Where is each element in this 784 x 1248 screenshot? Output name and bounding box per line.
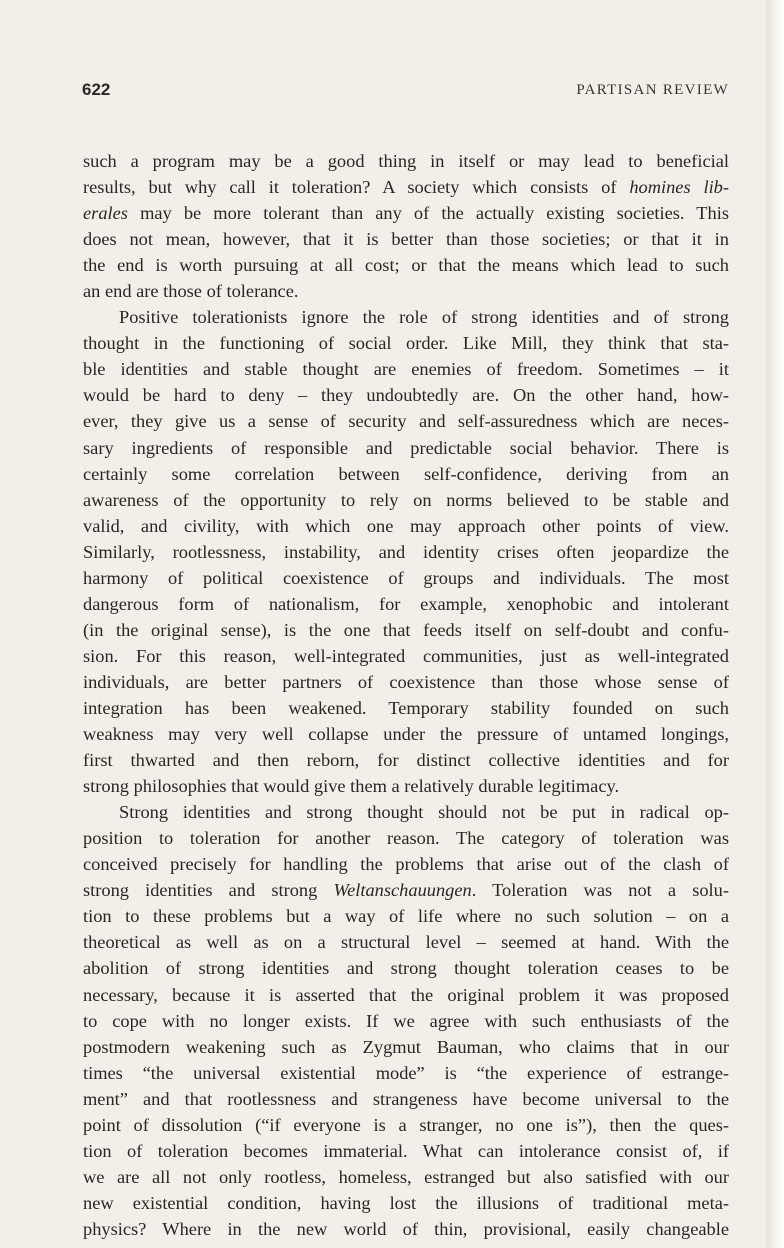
italic-term: homines lib- [629,177,730,198]
text-line: abolition of strong identities and strong thought toleration ceases to be [83,958,729,979]
text-line: strong philosophies that would give them a relatively durable legitimacy. [83,776,620,797]
running-head: PARTISAN REVIEW [576,82,729,98]
text-line: awareness of the opportunity to rely on norms believed to be stable and [83,489,729,510]
text-line: certainly some correlation between self-confidence, deriving from an [83,463,729,484]
text-line: tion to these problems but a way of life where no such solution – on a [83,906,729,927]
text-line: weakness may very well collapse under the pressure of untamed longings, [83,724,729,745]
italic-term: Weltanschauungen [333,880,472,901]
text-line: valid, and civility, with which one may approach other points of view. [83,515,729,536]
text-line: theoretical as well as on a structural level – seemed at hand. With the [83,932,729,953]
text-line: an end are those of tolerance. [83,281,299,302]
page-edge-shadow [766,0,784,1248]
text-line: new existential condition, having lost the illusions of traditional meta- [83,1192,729,1213]
text-line: sary ingredients of responsible and predictable social behavior. There is [83,437,729,458]
page-number: 622 [82,80,111,99]
text-line: conceived precisely for handling the problems that arise out of the clash of [83,854,729,875]
text-line: (in the original sense), is the one that feeds itself on self-doubt and confu- [83,619,729,640]
text-line: would be hard to deny – they undoubtedly are. On the other hand, how- [83,385,729,406]
text-line: physics? Where in the new world of thin, provisional, easily changeable [83,1218,729,1239]
text-line: point of dissolution (“if everyone is a stranger, no one is”), then the ques- [83,1114,729,1135]
text-line: Similarly, rootlessness, instability, and identity crises often jeopardize the [83,541,729,562]
text-line: strong identities and strong Weltanschauungen. Toleration was not a solu- [83,880,729,901]
text-line: results, but why call it toleration? A society which consists of homines lib- [83,177,730,198]
text-line: to cope with no longer exists. If we agree with such enthusiasts of the [83,1010,729,1031]
text-line: first thwarted and then reborn, for distinct collective identities and for [83,750,729,771]
text-line: necessary, because it is asserted that the original problem it was proposed [83,984,729,1005]
text-line: ment” and that rootlessness and strangeness have become universal to the [83,1088,729,1109]
text-line: integration has been weakened. Temporary stability founded on such [83,697,729,718]
italic-term: erales [83,203,128,224]
page-header [82,80,729,104]
text-line: sion. For this reason, well-integrated communities, just as well-integrated [83,645,729,666]
body-text [83,148,729,1242]
text-line: times “the universal existential mode” is “the experience of estrange- [83,1062,729,1083]
text-line: Positive tolerationists ignore the role of strong identities and of strong [119,307,729,328]
text-line: individuals, are better partners of coexistence than those whose sense of [83,671,729,692]
text-line: dangerous form of nationalism, for example, xenophobic and intolerant [83,593,729,614]
text-line: ever, they give us a sense of security and self-assuredness which are neces- [83,411,729,432]
text-line: ble identities and stable thought are enemies of freedom. Sometimes – it [83,359,729,380]
text-line: we are all not only rootless, homeless, estranged but also satisfied with our [83,1166,729,1187]
text-line: position to toleration for another reason. The category of toleration was [83,828,729,849]
text-line: the end is worth pursuing at all cost; or that the means which lead to such [83,255,729,276]
text-line: such a program may be a good thing in itself or may lead to beneficial [83,151,729,171]
text-line: harmony of political coexistence of groups and individuals. The most [83,567,729,588]
text-line: erales may be more tolerant than any of the actually existing societies. This [83,203,729,224]
text-line: does not mean, however, that it is better than those societies; or that it in [83,229,729,250]
text-line: postmodern weakening such as Zygmut Bauman, who claims that in our [83,1036,729,1057]
text-line: tion of toleration becomes immaterial. What can intolerance consist of, if [83,1140,729,1161]
text-line: Strong identities and strong thought should not be put in radical op- [119,802,729,823]
text-line: thought in the functioning of social order. Like Mill, they think that sta- [83,333,729,354]
